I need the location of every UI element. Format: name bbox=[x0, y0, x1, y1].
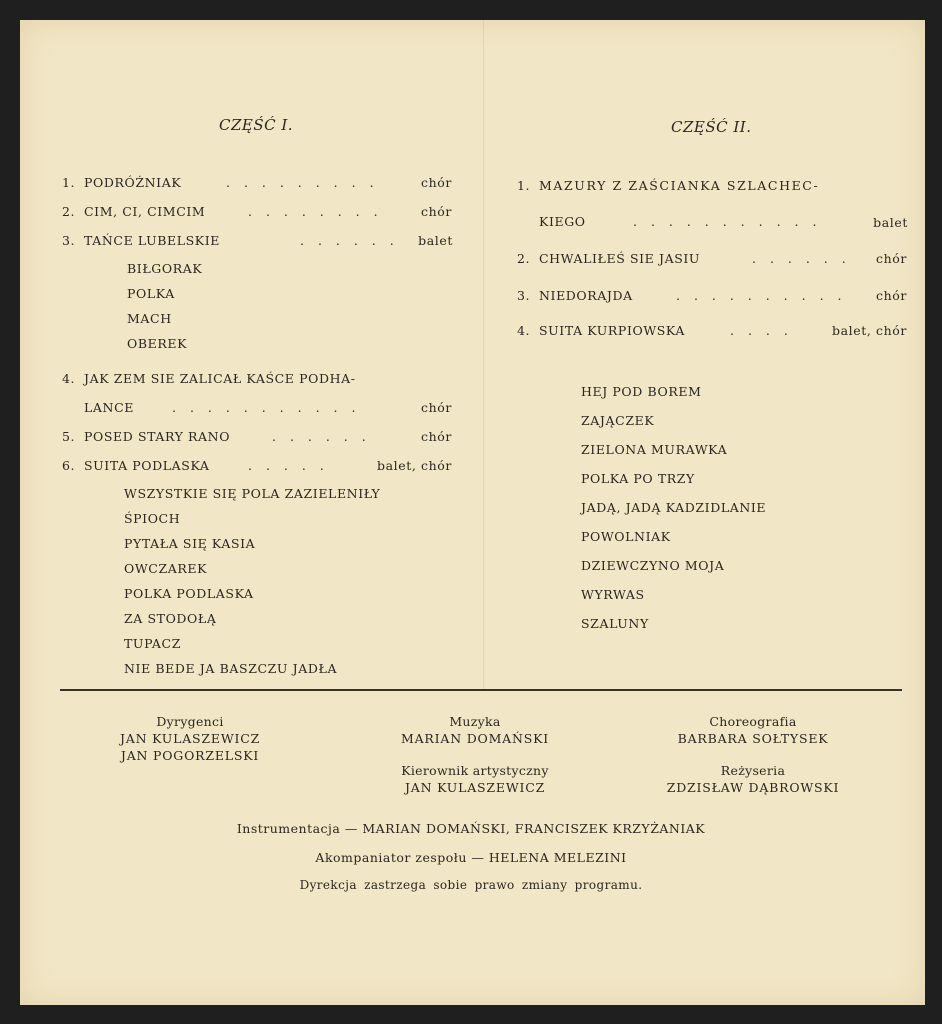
sub-item: PYTAŁA SIĘ KASIA bbox=[124, 536, 256, 551]
item-performer: balet bbox=[418, 233, 453, 248]
item-title: CHWALIŁEŚ SIE JASIU bbox=[539, 251, 701, 266]
center-fold bbox=[483, 20, 484, 690]
item-performer: balet, chór bbox=[377, 458, 452, 473]
credit-role: Dyrygenci bbox=[156, 714, 224, 729]
item-performer: chór bbox=[421, 429, 452, 444]
program-item-2-3 bbox=[0, 288, 942, 304]
accompanist-line: Akompaniator zespołu — HELENA MELEZINI bbox=[315, 850, 627, 865]
item-performer: chór bbox=[876, 251, 907, 266]
credit-name: ZDZISŁAW DĄBROWSKI bbox=[666, 780, 840, 795]
sub-item: POLKA PODLASKA bbox=[124, 586, 254, 601]
program-item-1-6 bbox=[0, 458, 942, 474]
program-item-1-4 bbox=[0, 371, 942, 419]
program-item-2-2 bbox=[0, 251, 942, 267]
item-dots: . . . . . . bbox=[272, 429, 371, 444]
sub-item: BIŁGORAK bbox=[127, 261, 203, 276]
sub-item: SZALUNY bbox=[581, 616, 649, 631]
item-number: 6. bbox=[62, 458, 76, 473]
item-title: PODRÓŻNIAK bbox=[84, 175, 182, 190]
sub-item: POLKA PO TRZY bbox=[581, 471, 695, 486]
credit-role: Kierownik artystyczny bbox=[401, 763, 549, 778]
sub-item: ZIELONA MURAWKA bbox=[581, 442, 728, 457]
sub-item: WYRWAS bbox=[581, 587, 645, 602]
credit-name: JAN KULASZEWICZ bbox=[119, 731, 261, 746]
item-title: NIEDORAJDA bbox=[539, 288, 633, 303]
program-item-1-3 bbox=[0, 233, 942, 249]
sub-item: POLKA bbox=[127, 286, 175, 301]
item-dots: . . . . . . . . . bbox=[226, 175, 379, 190]
item-number: 2. bbox=[517, 251, 531, 266]
sub-item: OBEREK bbox=[127, 336, 188, 351]
item-title: SUITA KURPIOWSKA bbox=[539, 323, 685, 338]
sub-item: NIE BEDE JA BASZCZU JADŁA bbox=[124, 661, 338, 676]
sub-item: HEJ POD BOREM bbox=[581, 384, 702, 399]
item-title: MAZURY Z ZAŚCIANKA SZLACHEC- bbox=[539, 178, 820, 193]
item-number: 2. bbox=[62, 204, 76, 219]
item-number: 3. bbox=[62, 233, 76, 248]
program-item-2-4 bbox=[0, 323, 942, 339]
item-number: 1. bbox=[517, 178, 531, 193]
item-number: 3. bbox=[517, 288, 531, 303]
item-title: TAŃCE LUBELSKIE bbox=[84, 233, 221, 248]
credit-art-director bbox=[375, 762, 575, 796]
credit-role: Reżyseria bbox=[720, 763, 786, 778]
item-performer: balet, chór bbox=[832, 323, 907, 338]
sub-item: ZA STODOŁĄ bbox=[124, 611, 217, 626]
sub-item: OWCZAREK bbox=[124, 561, 208, 576]
credit-name: BARBARA SOŁTYSEK bbox=[677, 731, 829, 746]
part1-heading: CZĘŚĆ I. bbox=[219, 116, 294, 134]
credit-name: MARIAN DOMAŃSKI bbox=[401, 731, 549, 746]
program-item-1-5 bbox=[0, 429, 942, 445]
item-title: JAK ZEM SIE ZALICAŁ KAŚCE PODHA- bbox=[84, 371, 356, 386]
credit-conductors bbox=[90, 713, 290, 764]
program-notice: Dyrekcja zastrzega sobie prawo zmiany programu. bbox=[299, 878, 643, 892]
credit-direction bbox=[643, 762, 863, 796]
item-performer: chór bbox=[876, 288, 907, 303]
sub-item: POWOLNIAK bbox=[581, 529, 671, 544]
sub-item: TUPACZ bbox=[124, 636, 182, 651]
part2-heading: CZĘŚĆ II. bbox=[671, 118, 752, 136]
credit-choreography bbox=[643, 713, 863, 747]
item-title-continued: KIEGO bbox=[539, 214, 586, 229]
item-dots: . . . . . . bbox=[300, 233, 399, 248]
item-performer: chór bbox=[421, 204, 452, 219]
item-dots: . . . . bbox=[730, 323, 793, 338]
item-dots: . . . . . . . . . . bbox=[676, 288, 847, 303]
instrumentation-line: Instrumentacja — MARIAN DOMAŃSKI, FRANCISZEK KRZYŻANIAK bbox=[236, 821, 706, 836]
sub-item: ŚPIOCH bbox=[124, 511, 181, 526]
sub-item: ZAJĄCZEK bbox=[581, 413, 655, 428]
item-number: 5. bbox=[62, 429, 76, 444]
credit-name: JAN KULASZEWICZ bbox=[404, 780, 546, 795]
item-number: 4. bbox=[517, 323, 531, 338]
item-title-continued: LANCE bbox=[84, 400, 134, 415]
credit-name: JAN POGORZELSKI bbox=[120, 748, 260, 763]
sub-item: WSZYSTKIE SIĘ POLA ZAZIELENIŁY bbox=[124, 486, 381, 501]
item-performer: chór bbox=[421, 400, 452, 415]
item-dots: . . . . . bbox=[248, 458, 329, 473]
credit-role: Choreografia bbox=[709, 714, 797, 729]
item-title: CIM, CI, CIMCIM bbox=[84, 204, 206, 219]
item-number: 4. bbox=[62, 371, 76, 386]
item-dots: . . . . . . . . . . . bbox=[172, 400, 361, 415]
credit-music bbox=[375, 713, 575, 747]
item-performer: balet bbox=[873, 215, 908, 230]
item-title: POSED STARY RANO bbox=[84, 429, 231, 444]
sub-item: MACH bbox=[127, 311, 172, 326]
item-performer: chór bbox=[421, 175, 452, 190]
item-number: 1. bbox=[62, 175, 76, 190]
item-title: SUITA PODLASKA bbox=[84, 458, 210, 473]
item-dots: . . . . . . bbox=[752, 251, 851, 266]
item-dots: . . . . . . . . . . . bbox=[633, 214, 822, 229]
divider-rule bbox=[60, 689, 902, 691]
program-item-2-1 bbox=[0, 178, 942, 230]
item-dots: . . . . . . . . bbox=[248, 204, 383, 219]
sub-item: JADĄ, JADĄ KADZIDLANIE bbox=[581, 500, 767, 515]
sub-item: DZIEWCZYNO MOJA bbox=[581, 558, 725, 573]
credit-role: Muzyka bbox=[449, 714, 501, 729]
